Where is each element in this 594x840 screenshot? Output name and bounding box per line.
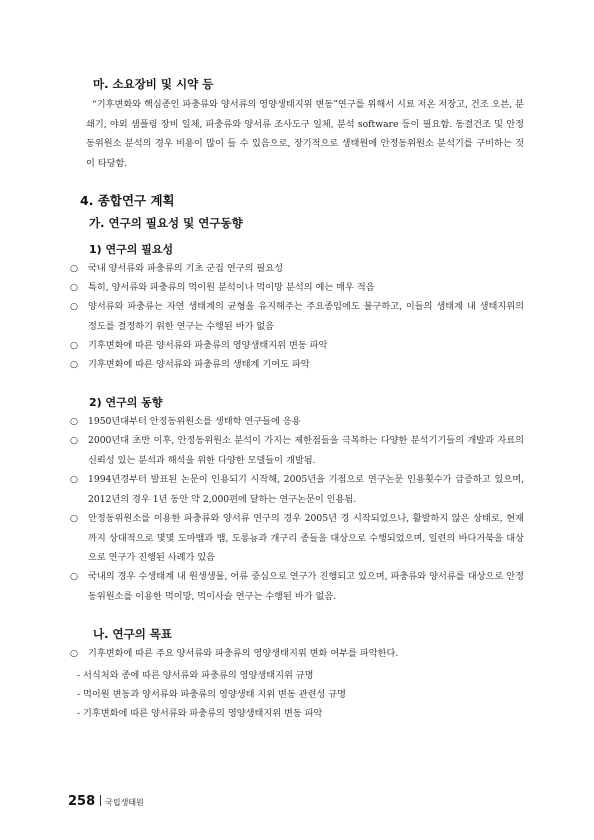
circle-bullet-icon: ○ xyxy=(70,263,79,274)
need-item: ○ 특히, 양서류와 파충류의 먹이원 분석이나 먹이망 분석의 예는 매우 적음 xyxy=(70,278,524,298)
circle-bullet-icon: ○ xyxy=(70,282,79,293)
section-na-heading: 나. 연구의 목표 xyxy=(93,627,173,641)
circle-bullet-icon: ○ xyxy=(70,474,79,485)
circle-bullet-icon: ○ xyxy=(70,301,79,312)
section-4-heading: 4. 종합연구 계획 xyxy=(80,193,175,208)
footer-divider xyxy=(100,795,101,806)
goal-sub-item: - 먹이원 변동과 양서류와 파충류의 영양생태 지위 변동 관련성 규명 xyxy=(77,689,347,700)
footer-organization: 국립생태원 xyxy=(105,798,144,807)
goal-sub-item: - 서식처와 종에 따른 양서류와 파충류의 영양생태지위 규명 xyxy=(77,670,314,681)
trend-item: ○ 안정동위원소를 이용한 파충류와 양서류 연구의 경우 2005년 경 시작되었으나, 활발하지 않은 상태로, 현재까지 상대적으로 몇몇 도마뱀과 뱀, 도롱뇽과 개구리 종들을 대상으로 수행되었으며, 일련의 바다거북을 대상으로 연구가 진행된 사례가 있음 xyxy=(70,509,524,569)
trend-item: ○ 2000년대 초반 이후, 안정동위원소 분석이 가지는 제한점들을 극복하는 다양한 분석기기들의 개발과 자료의 신뢰성 있는 분석과 해석을 위한 다양한 모델들이 개발됨. xyxy=(70,431,524,471)
section-ga-heading: 가. 연구의 필요성 및 연구동향 xyxy=(89,216,243,230)
section-ma-heading: 마. 소요장비 및 시약 등 xyxy=(93,77,214,91)
page-number: 258 xyxy=(68,794,96,809)
circle-bullet-icon: ○ xyxy=(70,571,79,582)
trend-item: ○ 1950년대부터 안정동위원소를 생태학 연구들에 응용 xyxy=(70,412,524,432)
need-item: ○ 양서류와 파충류는 자연 생태계의 균형을 유지해주는 주요종임에도 불구하고, 이들의 생태계 내 생태지위의 정도를 결정하기 위한 연구는 수행된 바가 없음 xyxy=(70,297,524,337)
trend-heading: 2) 연구의 동향 xyxy=(89,396,163,409)
page-footer xyxy=(68,790,144,809)
circle-bullet-icon: ○ xyxy=(70,513,79,524)
circle-bullet-icon: ○ xyxy=(70,359,79,370)
section-ma-paragraph: “기후변화와 핵심종인 파충류와 양서류의 영양생태지위 변동”연구를 위해서 시료 저온 저장고, 건조 오븐, 분쇄기, 야외 샘플링 장비 일체, 파충류와 양서류 조사도구 일체, 분석 software 등이 필요함. 동결건조 및 안정동위원소 분석의 경우 비용이 많이 들 수 있음으로, 장기적으로 생태원에 안정동위원소 분석기를 구비하는 것이 타당함. xyxy=(86,99,524,169)
need-item: ○ 국내 양서류와 파충류의 기초 군집 연구의 필요성 xyxy=(70,259,524,279)
circle-bullet-icon: ○ xyxy=(70,340,79,351)
need-item: ○ 기후변화에 따른 양서류와 파충류의 영양생태지위 변동 파악 xyxy=(70,336,524,356)
need-heading: 1) 연구의 필요성 xyxy=(89,243,174,256)
circle-bullet-icon: ○ xyxy=(70,416,79,427)
circle-bullet-icon: ○ xyxy=(70,648,79,659)
trend-item: ○ 1994년경부터 발표된 논문이 인용되기 시작해, 2005년을 기점으로 연구논문 인용횟수가 급증하고 있으며, 2012년의 경우 1년 동안 약 2,000편에 달하는 연구논문이 인용됨. xyxy=(70,470,524,510)
circle-bullet-icon: ○ xyxy=(70,435,79,446)
need-item: ○ 기후변화에 따른 양서류와 파충류의 생태계 기여도 파악 xyxy=(70,355,524,375)
goal-main-item: ○ 기후변화에 따른 주요 양서류와 파충류의 영양생태지위 변화 여부를 파악한다. xyxy=(70,644,524,664)
trend-item: ○ 국내의 경우 수생태계 내 원생생물, 어류 중심으로 연구가 진행되고 있으며, 파충류와 양서류를 대상으로 안정동위원소를 이용한 먹이망, 먹이사슬 연구는 수행된 바가 없음. xyxy=(70,567,524,607)
goal-sub-item: - 기후변화에 따른 양서류와 파충류의 영양생태지위 변동 파악 xyxy=(77,708,323,719)
